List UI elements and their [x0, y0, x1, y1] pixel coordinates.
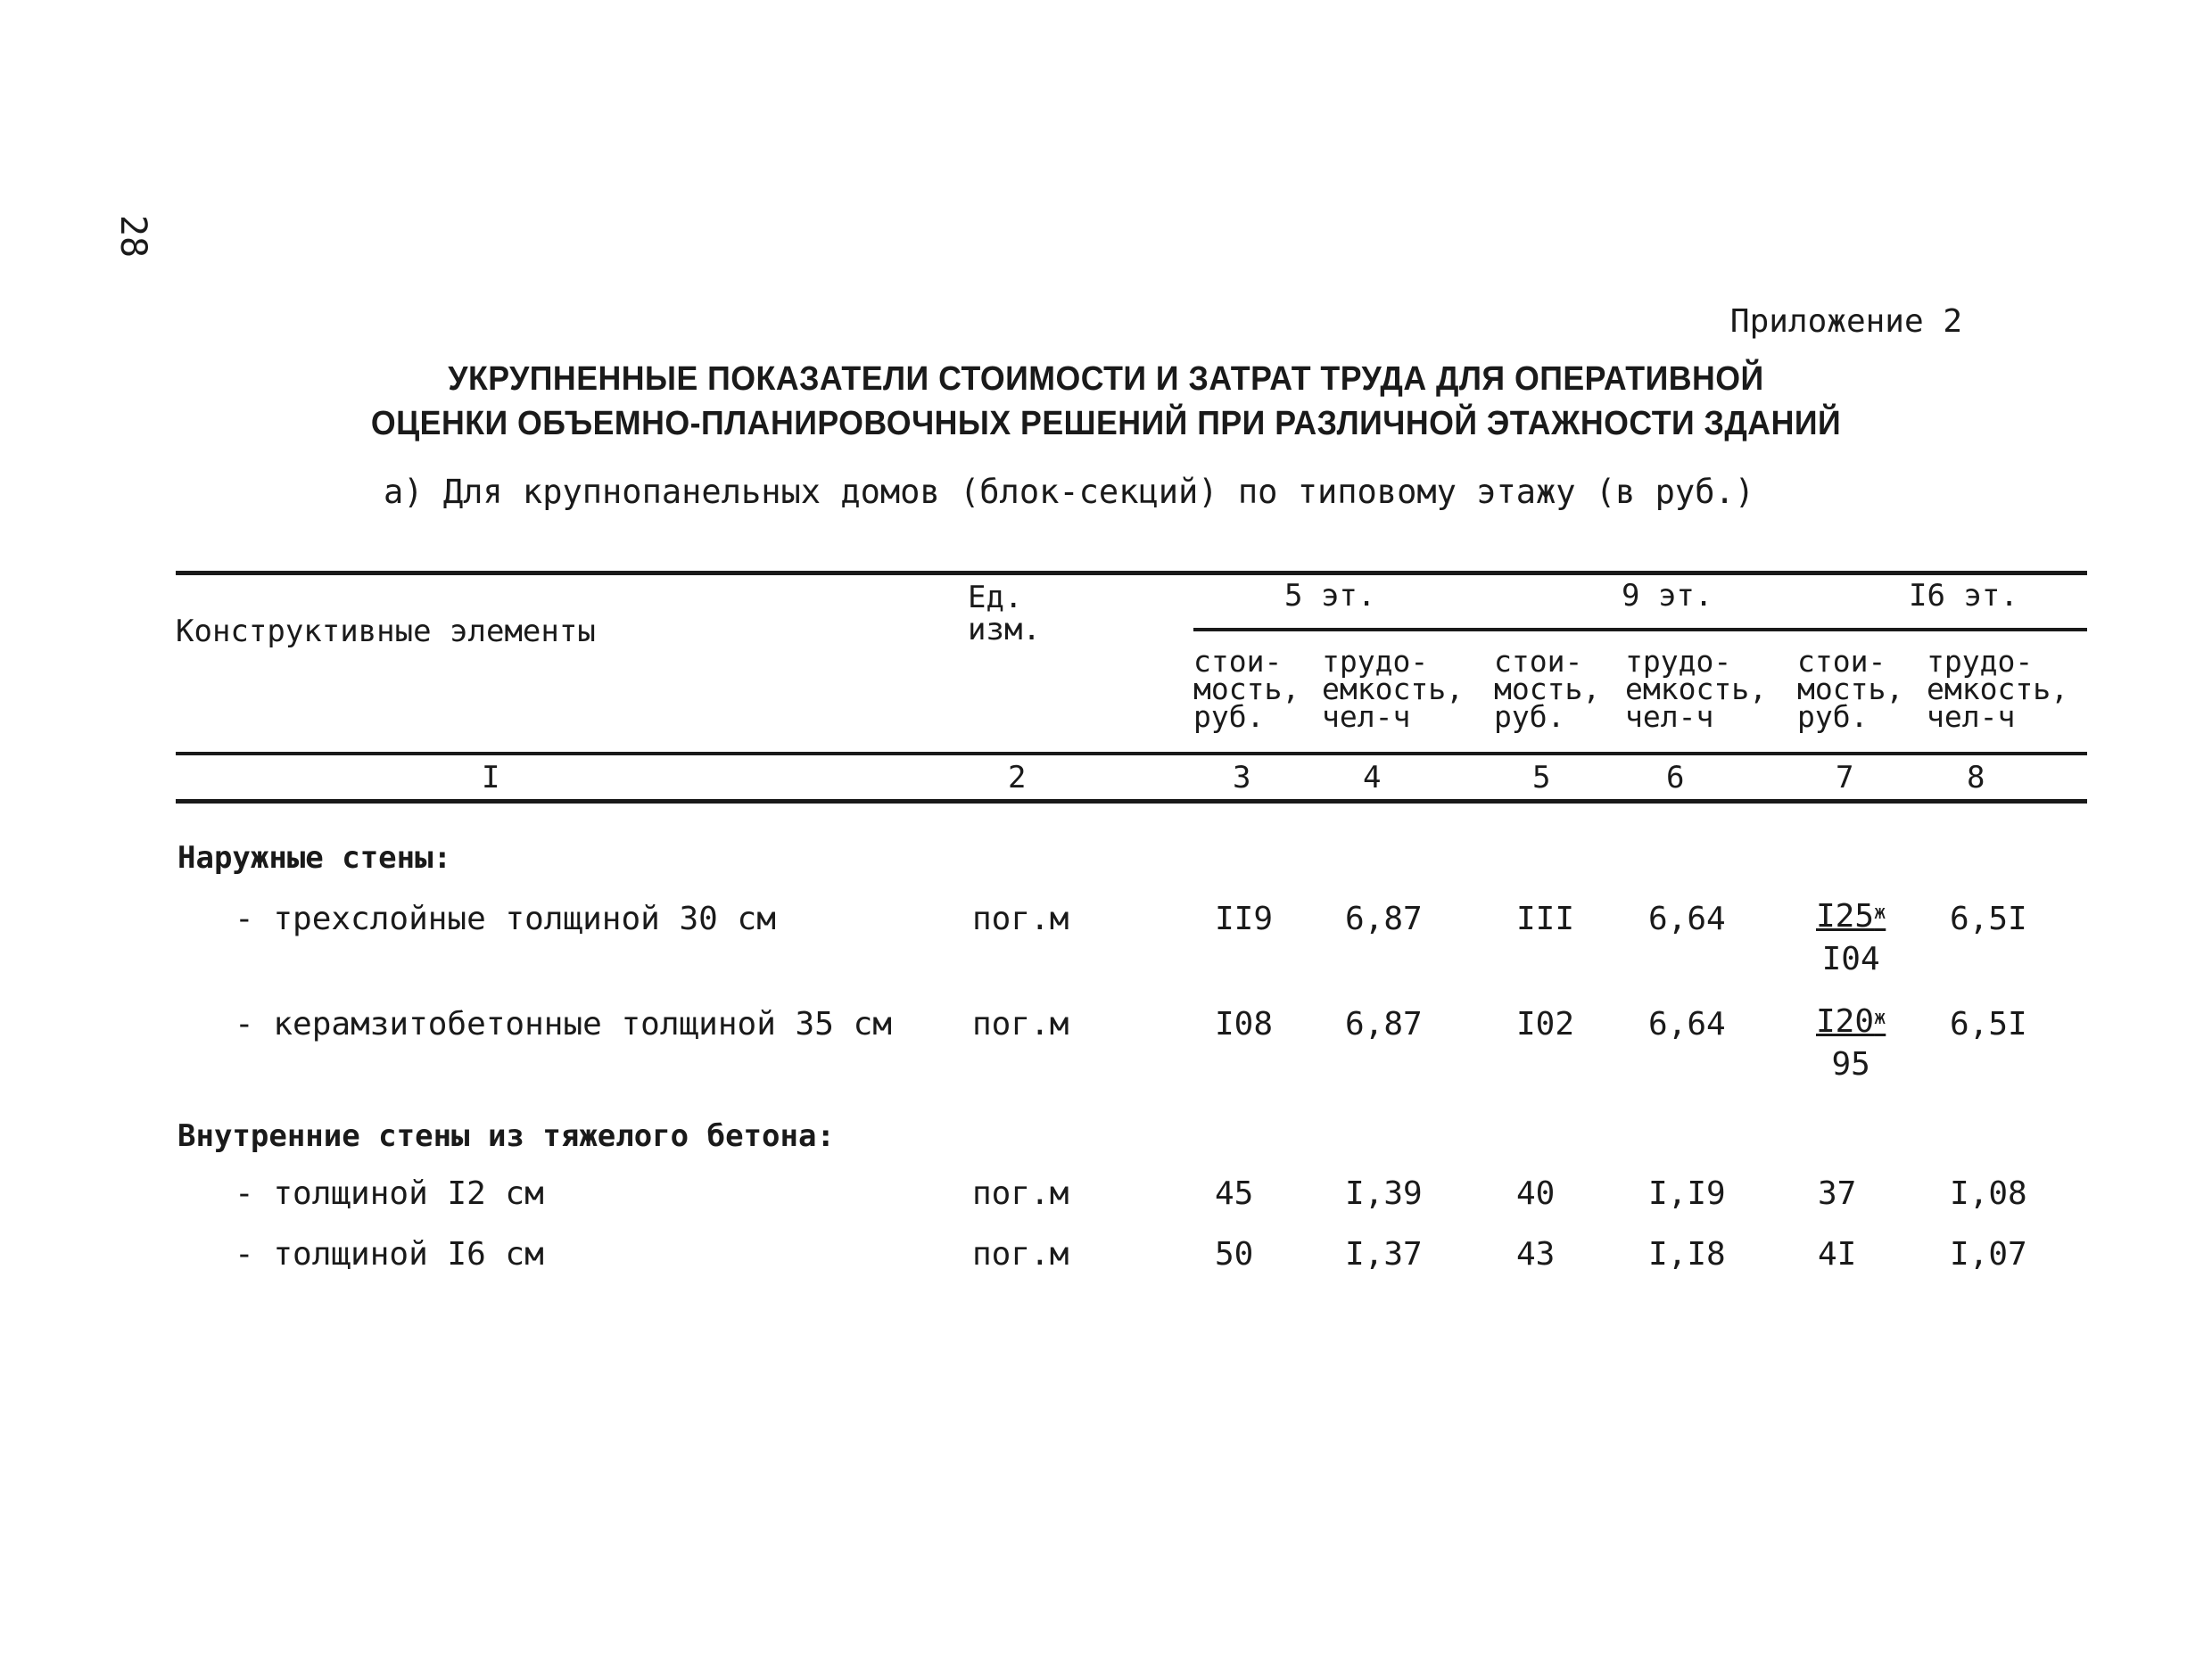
table-row-2-col8: 6,5I [1950, 1006, 2027, 1043]
page-number: 28 [112, 214, 154, 259]
table-row-4-name: - толщиной I6 см [235, 1236, 544, 1273]
column-number-2: 2 [1008, 760, 1027, 795]
section-title-external-walls: Наружные стены: [177, 840, 452, 876]
header-elements: Конструктивные элементы [176, 614, 596, 649]
subheader-cost-16: стои- мость, руб. [1797, 644, 1904, 734]
table-row-1-name: - трехслойные толщиной 30 см [235, 901, 776, 937]
column-number-8: 8 [1967, 760, 1985, 795]
table-row-2-col4: 6,87 [1345, 1006, 1423, 1043]
subheader-labor-9: трудо- емкость, чел-ч [1625, 644, 1767, 734]
table-row-1-col8: 6,5I [1950, 901, 2027, 937]
table-row-4-unit: пог.м [972, 1236, 1069, 1273]
group-9-floors: 9 эт. [1622, 578, 1713, 614]
table-row-1-col7-fraction: $I25^ж$ I04 [1816, 898, 1886, 977]
table-row-2-col7-fraction: $I20^ж$ 95 [1816, 1003, 1886, 1083]
column-number-3: 3 [1233, 760, 1251, 795]
column-numbers-rule [176, 799, 2087, 804]
table-row-2-col3: I08 [1215, 1006, 1274, 1043]
column-number-4: 4 [1363, 760, 1382, 795]
subheader-cost-9: стои- мость, руб. [1494, 644, 1601, 734]
table-row-2-col6: 6,64 [1648, 1006, 1726, 1043]
column-number-1: I [482, 760, 500, 795]
table-row-1-col3: II9 [1215, 901, 1274, 937]
table-row-3-unit: пог.м [972, 1175, 1069, 1212]
table-row-4-col5: 43 [1516, 1236, 1556, 1273]
table-row-1-col6: 6,64 [1648, 901, 1726, 937]
column-number-7: 7 [1836, 760, 1854, 795]
table-row-3-col3: 45 [1215, 1175, 1254, 1212]
table-row-4-col8: I,07 [1950, 1236, 2027, 1273]
title-line-2: ОЦЕНКИ ОБЪЕМНО-ПЛАНИРОВОЧНЫХ РЕШЕНИЙ ПРИ РАЗЛИЧНОЙ ЭТАЖНОСТИ ЗДАНИЙ [370, 405, 1842, 442]
table-row-1-col4: 6,87 [1345, 901, 1423, 937]
group-16-floors: I6 эт. [1909, 578, 2018, 614]
table-row-3-col5: 40 [1516, 1175, 1556, 1212]
table-row-1-unit: пог.м [972, 901, 1069, 937]
title-line-1: УКРУПНЕННЫЕ ПОКАЗАТЕЛИ СТОИМОСТИ И ЗАТРАТ ТРУДА ДЛЯ ОПЕРАТИВНОЙ [448, 360, 1764, 398]
table-row-4-col7: 4I [1818, 1236, 1857, 1273]
table-row-1-col5: III [1516, 901, 1575, 937]
table-row-3-col8: I,08 [1950, 1175, 2027, 1212]
column-number-5: 5 [1532, 760, 1551, 795]
section-title-internal-walls: Внутренние стены из тяжелого бетона: [177, 1118, 835, 1154]
table-top-rule [176, 571, 2087, 575]
table-row-2-name: - керамзитобетонные толщиной 35 см [235, 1006, 892, 1043]
table-row-4-col3: 50 [1215, 1236, 1254, 1273]
table-row-4-col4: I,37 [1345, 1236, 1423, 1273]
table-row-3-col4: I,39 [1345, 1175, 1423, 1212]
subtitle: а) Для крупнопанельных домов (блок-секций) по типовому этажу (в руб.) [384, 473, 1755, 511]
table-row-3-col7: 37 [1818, 1175, 1857, 1212]
table-row-2-unit: пог.м [972, 1006, 1069, 1043]
subheader-cost-5: стои- мость, руб. [1193, 644, 1300, 734]
group-header-rule [1193, 628, 2087, 631]
column-number-6: 6 [1666, 760, 1685, 795]
table-row-3-name: - толщиной I2 см [235, 1175, 544, 1212]
table-row-3-col6: I,I9 [1648, 1175, 1726, 1212]
group-5-floors: 5 эт. [1284, 578, 1376, 614]
appendix-label: Приложение 2 [1729, 303, 1962, 340]
header-unit-line-1: Ед. [968, 580, 1023, 615]
subheader-labor-5: трудо- емкость, чел-ч [1322, 644, 1464, 734]
header-bottom-rule [176, 752, 2087, 755]
subheader-labor-16: трудо- емкость, чел-ч [1927, 644, 2068, 734]
table-row-4-col6: I,I8 [1648, 1236, 1726, 1273]
table-row-2-col5: I02 [1516, 1006, 1575, 1043]
header-unit-line-2: изм. [968, 612, 1041, 647]
